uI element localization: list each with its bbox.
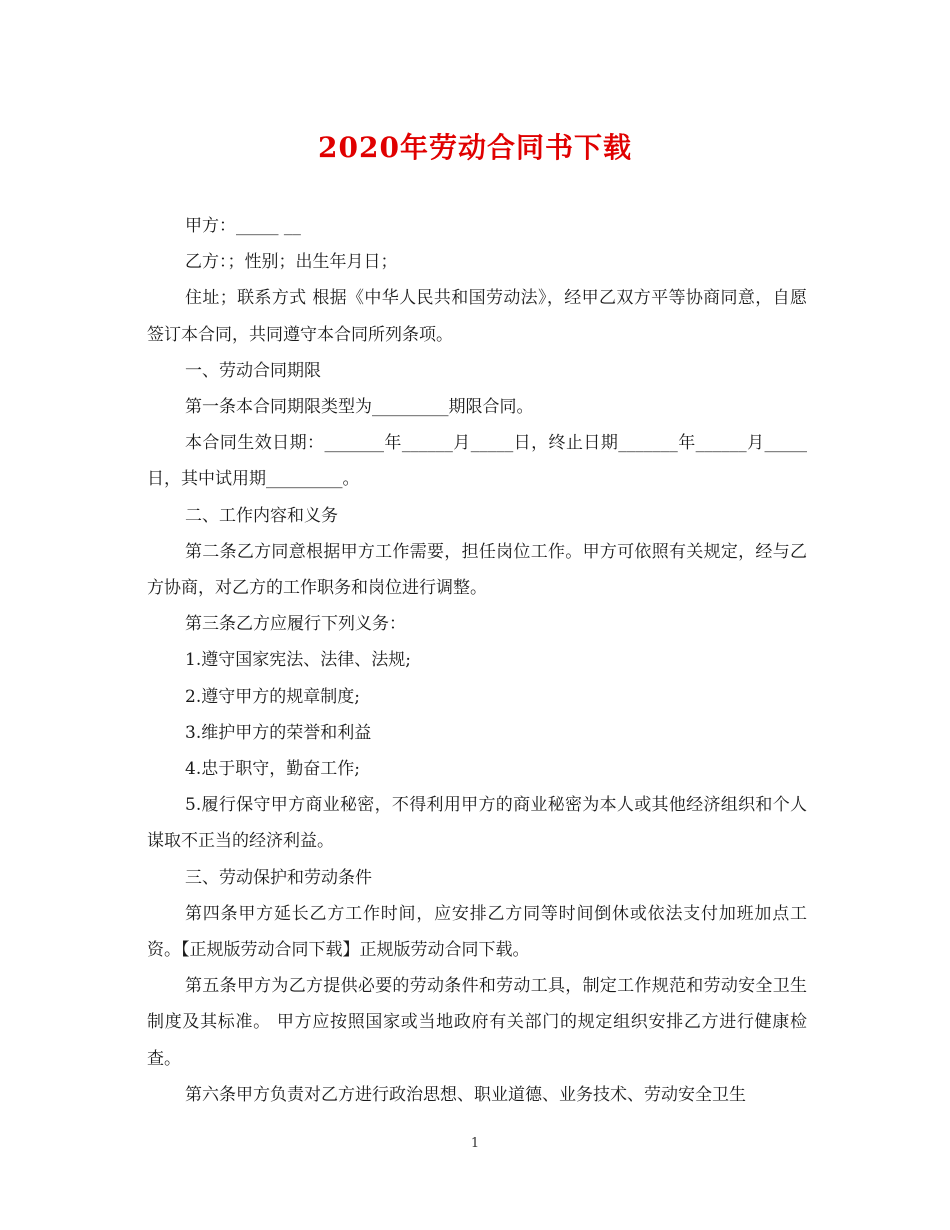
section-heading-protection: 三、劳动保护和劳动条件 [185, 867, 372, 888]
article-3: 第三条乙方应履行下列义务： [185, 614, 406, 635]
article-1: 第一条本合同期限类型为_________期限合同。 [185, 397, 534, 418]
list-item: 2.遵守甲方的规章制度; [185, 686, 360, 707]
article-2: 第二条乙方同意根据甲方工作需要，担任岗位工作。甲方可依照有关规定，经与乙方协商，对乙方的工作职务和岗位进行调整。 [147, 541, 807, 599]
document-body [147, 208, 807, 1113]
page-number: 1 [470, 1136, 480, 1151]
list-item: 3.维护甲方的荣誉和利益 [185, 722, 372, 743]
effective-date-paragraph: 本合同生效日期：_______年______月_____日，终止日期_______年______月_____日，其中试用期_________。 [147, 433, 807, 490]
list-item: 1.遵守国家宪法、法律、法规; [185, 650, 411, 671]
section-heading-term: 一、劳动合同期限 [185, 360, 321, 381]
list-item: 5.履行保守甲方商业秘密，不得利用甲方的商业秘密为本人或其他经济组织和个人谋取不正当的经济利益。 [147, 795, 807, 852]
list-item: 4.忠于职守，勤奋工作; [185, 759, 360, 780]
section-heading-duties: 二、工作内容和义务 [185, 505, 338, 526]
article-4: 第四条甲方延长乙方工作时间，应安排乙方同等时间倒休或依法支付加班加点工资。【正规版劳动合同下载】正规版劳动合同下载。 [147, 903, 807, 961]
party-a-line: 甲方：_____ __ [185, 216, 301, 236]
document-title: 2020年劳动合同书下载 [318, 131, 632, 164]
party-b-line: 乙方：；性别；出生年月日； [185, 252, 398, 273]
article-5: 第五条甲方为乙方提供必要的劳动条件和劳动工具，制定工作规范和劳动安全卫生制度及其标准。 甲方应按照国家或当地政府有关部门的规定组织安排乙方进行健康检查。 [147, 976, 807, 1069]
address-paragraph: 住址；联系方式 根据《中华人民共和国劳动法》，经甲乙双方平等协商同意，自愿签订本合同，共同遵守本合同所列条项。 [147, 288, 807, 345]
article-6: 第六条甲方负责对乙方进行政治思想、职业道德、业务技术、劳动安全卫生 [185, 1084, 746, 1105]
